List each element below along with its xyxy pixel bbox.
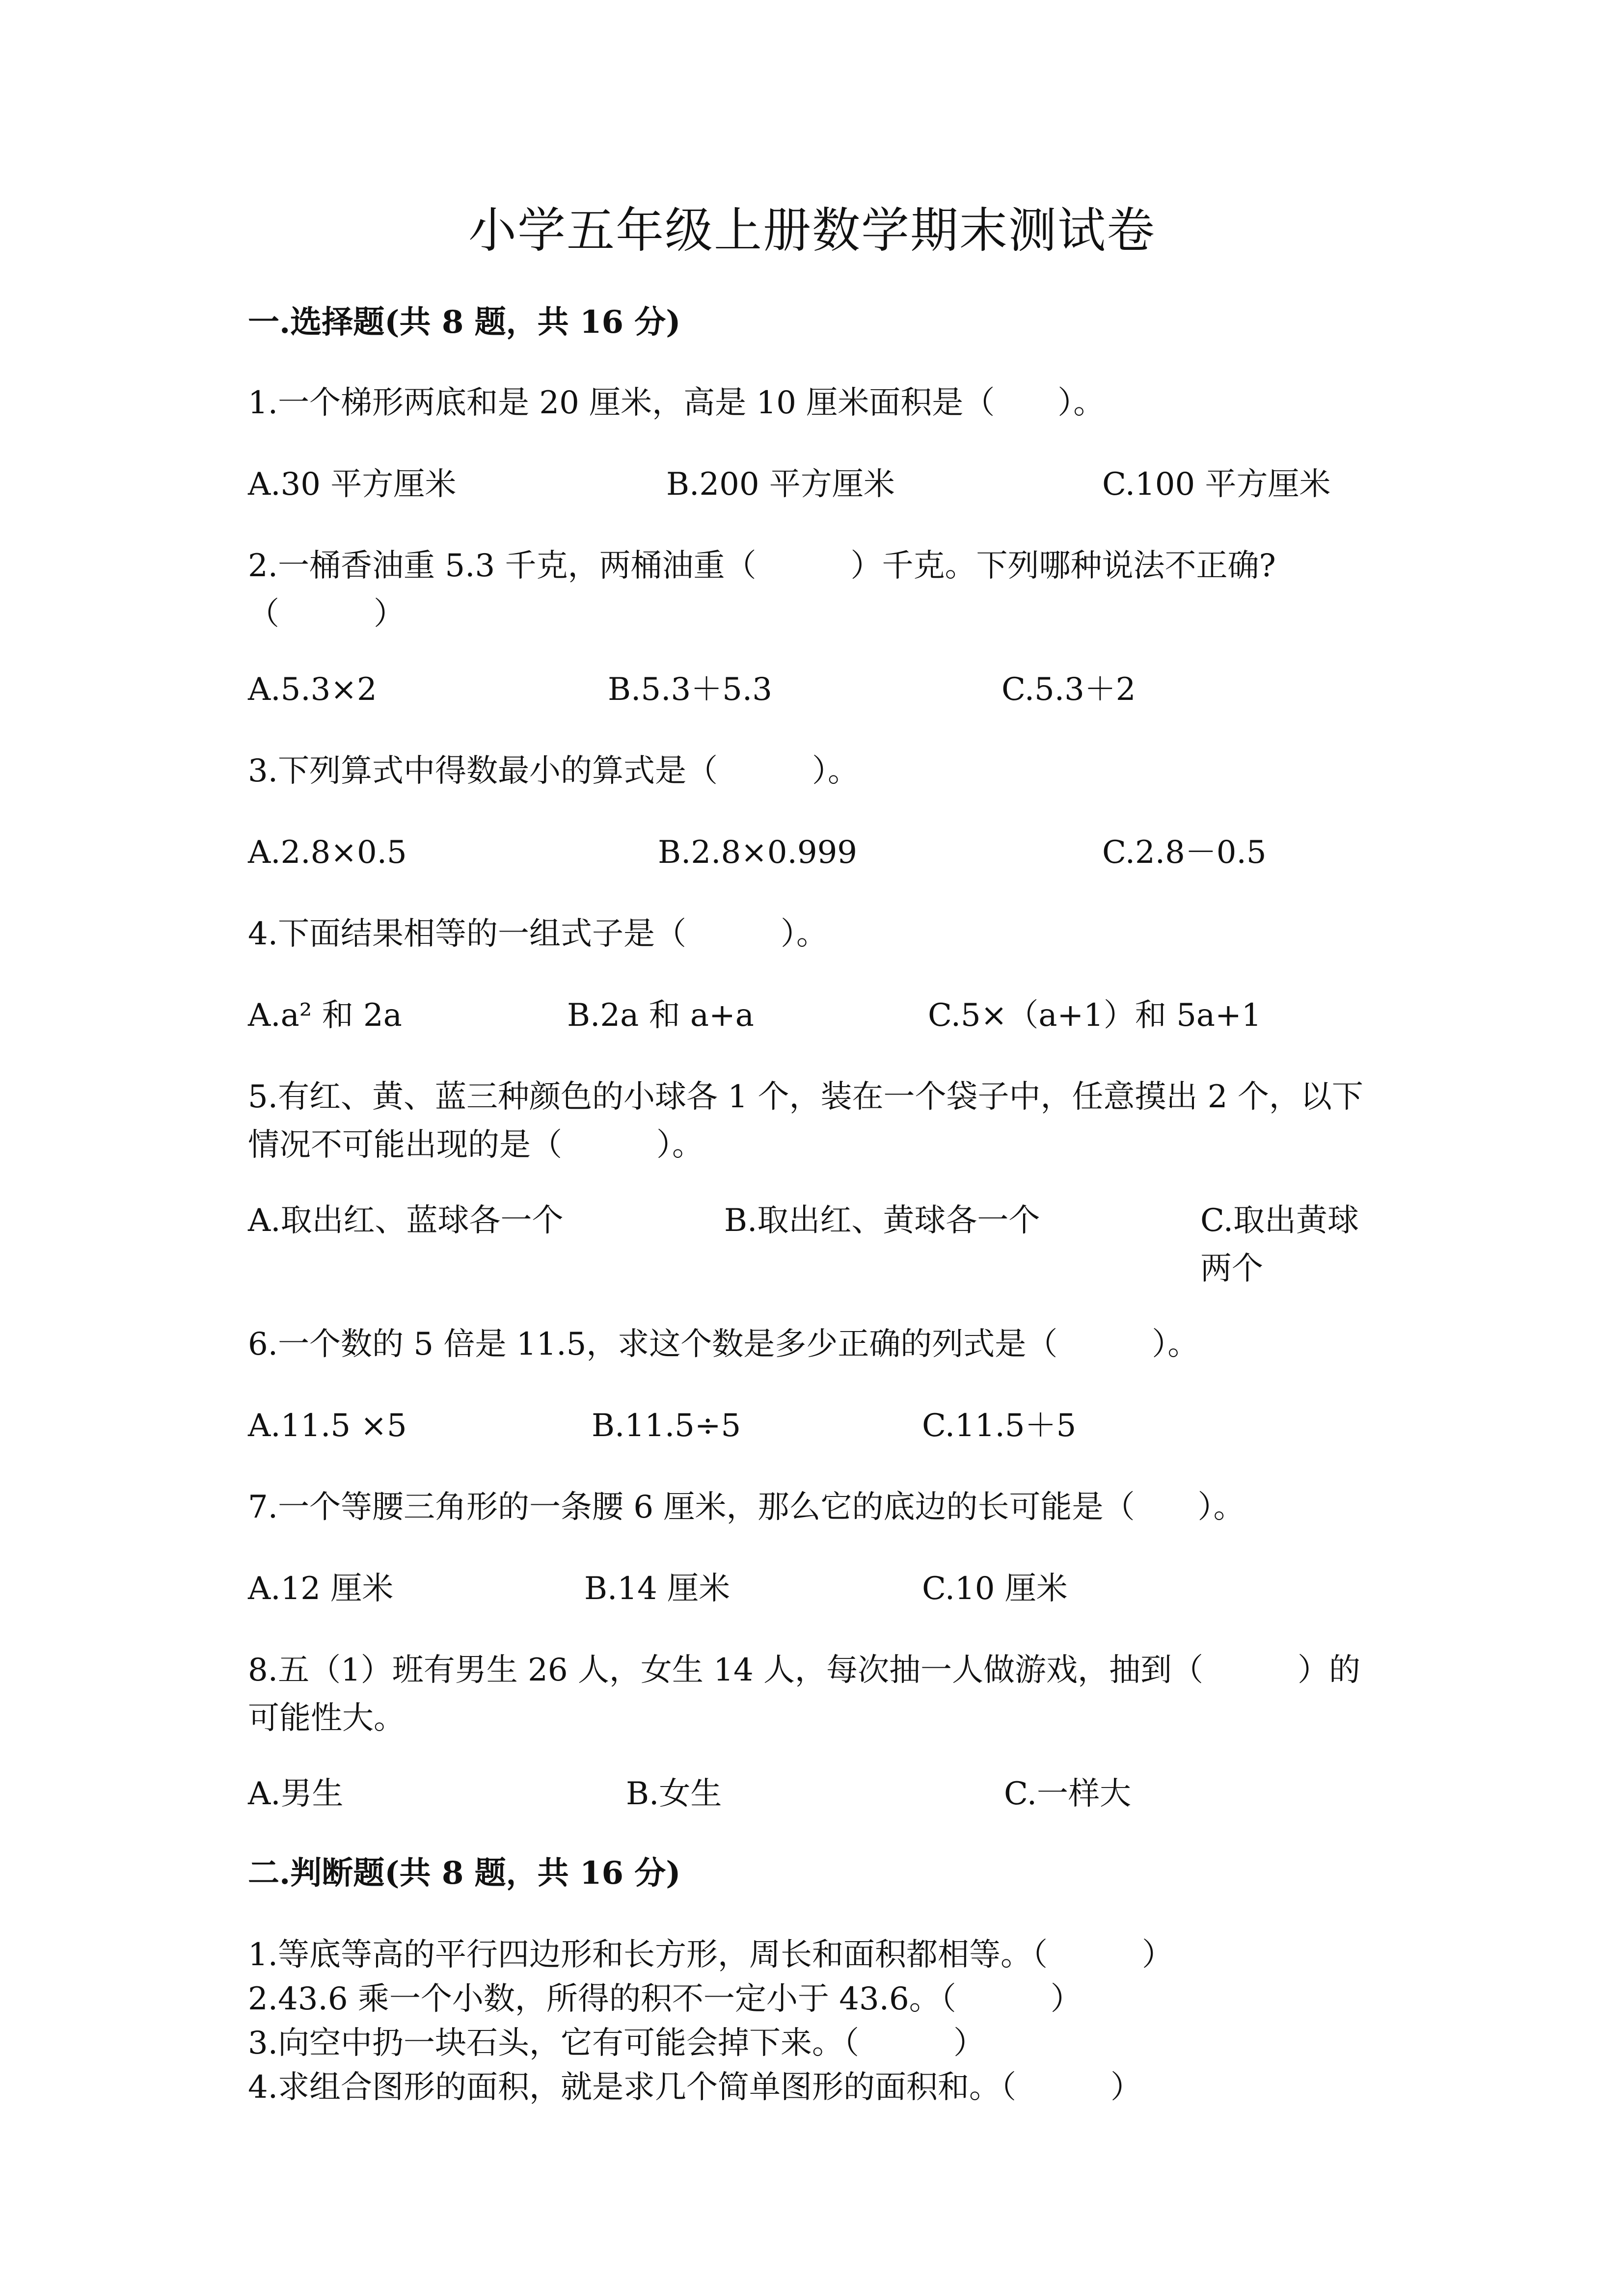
judgement-item-1: 1.等底等高的平行四边形和长方形，周长和面积都相等。（ ） [248, 1937, 1174, 1973]
q1-option-c: C.100 平方厘米 [1102, 466, 1331, 503]
q4-option-a: A.a² 和 2a [248, 997, 402, 1034]
q4-option-b: B.2a 和 a+a [567, 997, 754, 1034]
q2-option-c: C.5.3＋2 [1001, 671, 1136, 708]
q7-option-c: C.10 厘米 [922, 1571, 1068, 1607]
q8-option-b: B.女生 [626, 1776, 722, 1812]
question-5: 5.有红、黄、蓝三种颜色的小球各 1 个，装在一个袋子中，任意摸出 2 个，以下情况不可能出现的是（ ）。 [248, 1079, 1363, 1163]
page-title: 小学五年级上册数学期末测试卷 [468, 203, 1156, 259]
q2-option-a: A.5.3×2 [248, 671, 377, 708]
q7-option-a: A.12 厘米 [248, 1571, 394, 1607]
q3-option-a: A.2.8×0.5 [248, 834, 407, 871]
judgement-item-4: 4.求组合图形的面积，就是求几个简单图形的面积和。（ ） [248, 2069, 1142, 2106]
q7-option-b: B.14 厘米 [584, 1571, 731, 1607]
q1-option-a: A.30 平方厘米 [248, 466, 457, 503]
judgement-item-2: 2.43.6 乘一个小数，所得的积不一定小于 43.6。（ ） [248, 1981, 1082, 2017]
judgement-item-3: 3.向空中扔一块石头，它有可能会掉下来。（ ） [248, 2025, 985, 2061]
q6-option-b: B.11.5÷5 [592, 1408, 741, 1444]
q5-option-c: C.取出黄球两个 [1200, 1202, 1359, 1287]
question-1: 1.一个梯形两底和是 20 厘米，高是 10 厘米面积是（ ）。 [248, 385, 1105, 421]
question-3: 3.下列算式中得数最小的算式是（ ）。 [248, 753, 860, 789]
q8-option-c: C.一样大 [1004, 1776, 1132, 1812]
q3-option-c: C.2.8－0.5 [1102, 834, 1267, 871]
q5-option-a: A.取出红、蓝球各一个 [248, 1202, 564, 1239]
q2-option-b: B.5.3＋5.3 [608, 671, 772, 708]
q8-option-a: A.男生 [248, 1776, 344, 1812]
question-7: 7.一个等腰三角形的一条腰 6 厘米，那么它的底边的长可能是（ ）。 [248, 1489, 1245, 1525]
q6-option-c: C.11.5＋5 [922, 1408, 1077, 1444]
question-2: 2.一桶香油重 5.3 千克，两桶油重（ ）千克。下列哪种说法不正确?（ ） [248, 548, 1276, 632]
q3-option-b: B.2.8×0.999 [658, 834, 857, 871]
q4-option-c: C.5×（a+1）和 5a+1 [928, 997, 1262, 1034]
q1-option-b: B.200 平方厘米 [666, 466, 895, 503]
q5-option-b: B.取出红、黄球各一个 [724, 1202, 1040, 1239]
section-heading-judgement: 二.判断题(共 8 题，共 16 分) [248, 1855, 681, 1892]
question-8: 8.五（1）班有男生 26 人，女生 14 人，每次抽一人做游戏，抽到（ ）的可能性大。 [248, 1652, 1361, 1736]
section-heading-choice: 一.选择题(共 8 题，共 16 分) [248, 304, 681, 341]
q6-option-a: A.11.5 ×5 [248, 1408, 407, 1444]
question-4: 4.下面结果相等的一组式子是（ ）。 [248, 916, 828, 952]
question-6: 6.一个数的 5 倍是 11.5，求这个数是多少正确的列式是（ ）。 [248, 1326, 1199, 1362]
